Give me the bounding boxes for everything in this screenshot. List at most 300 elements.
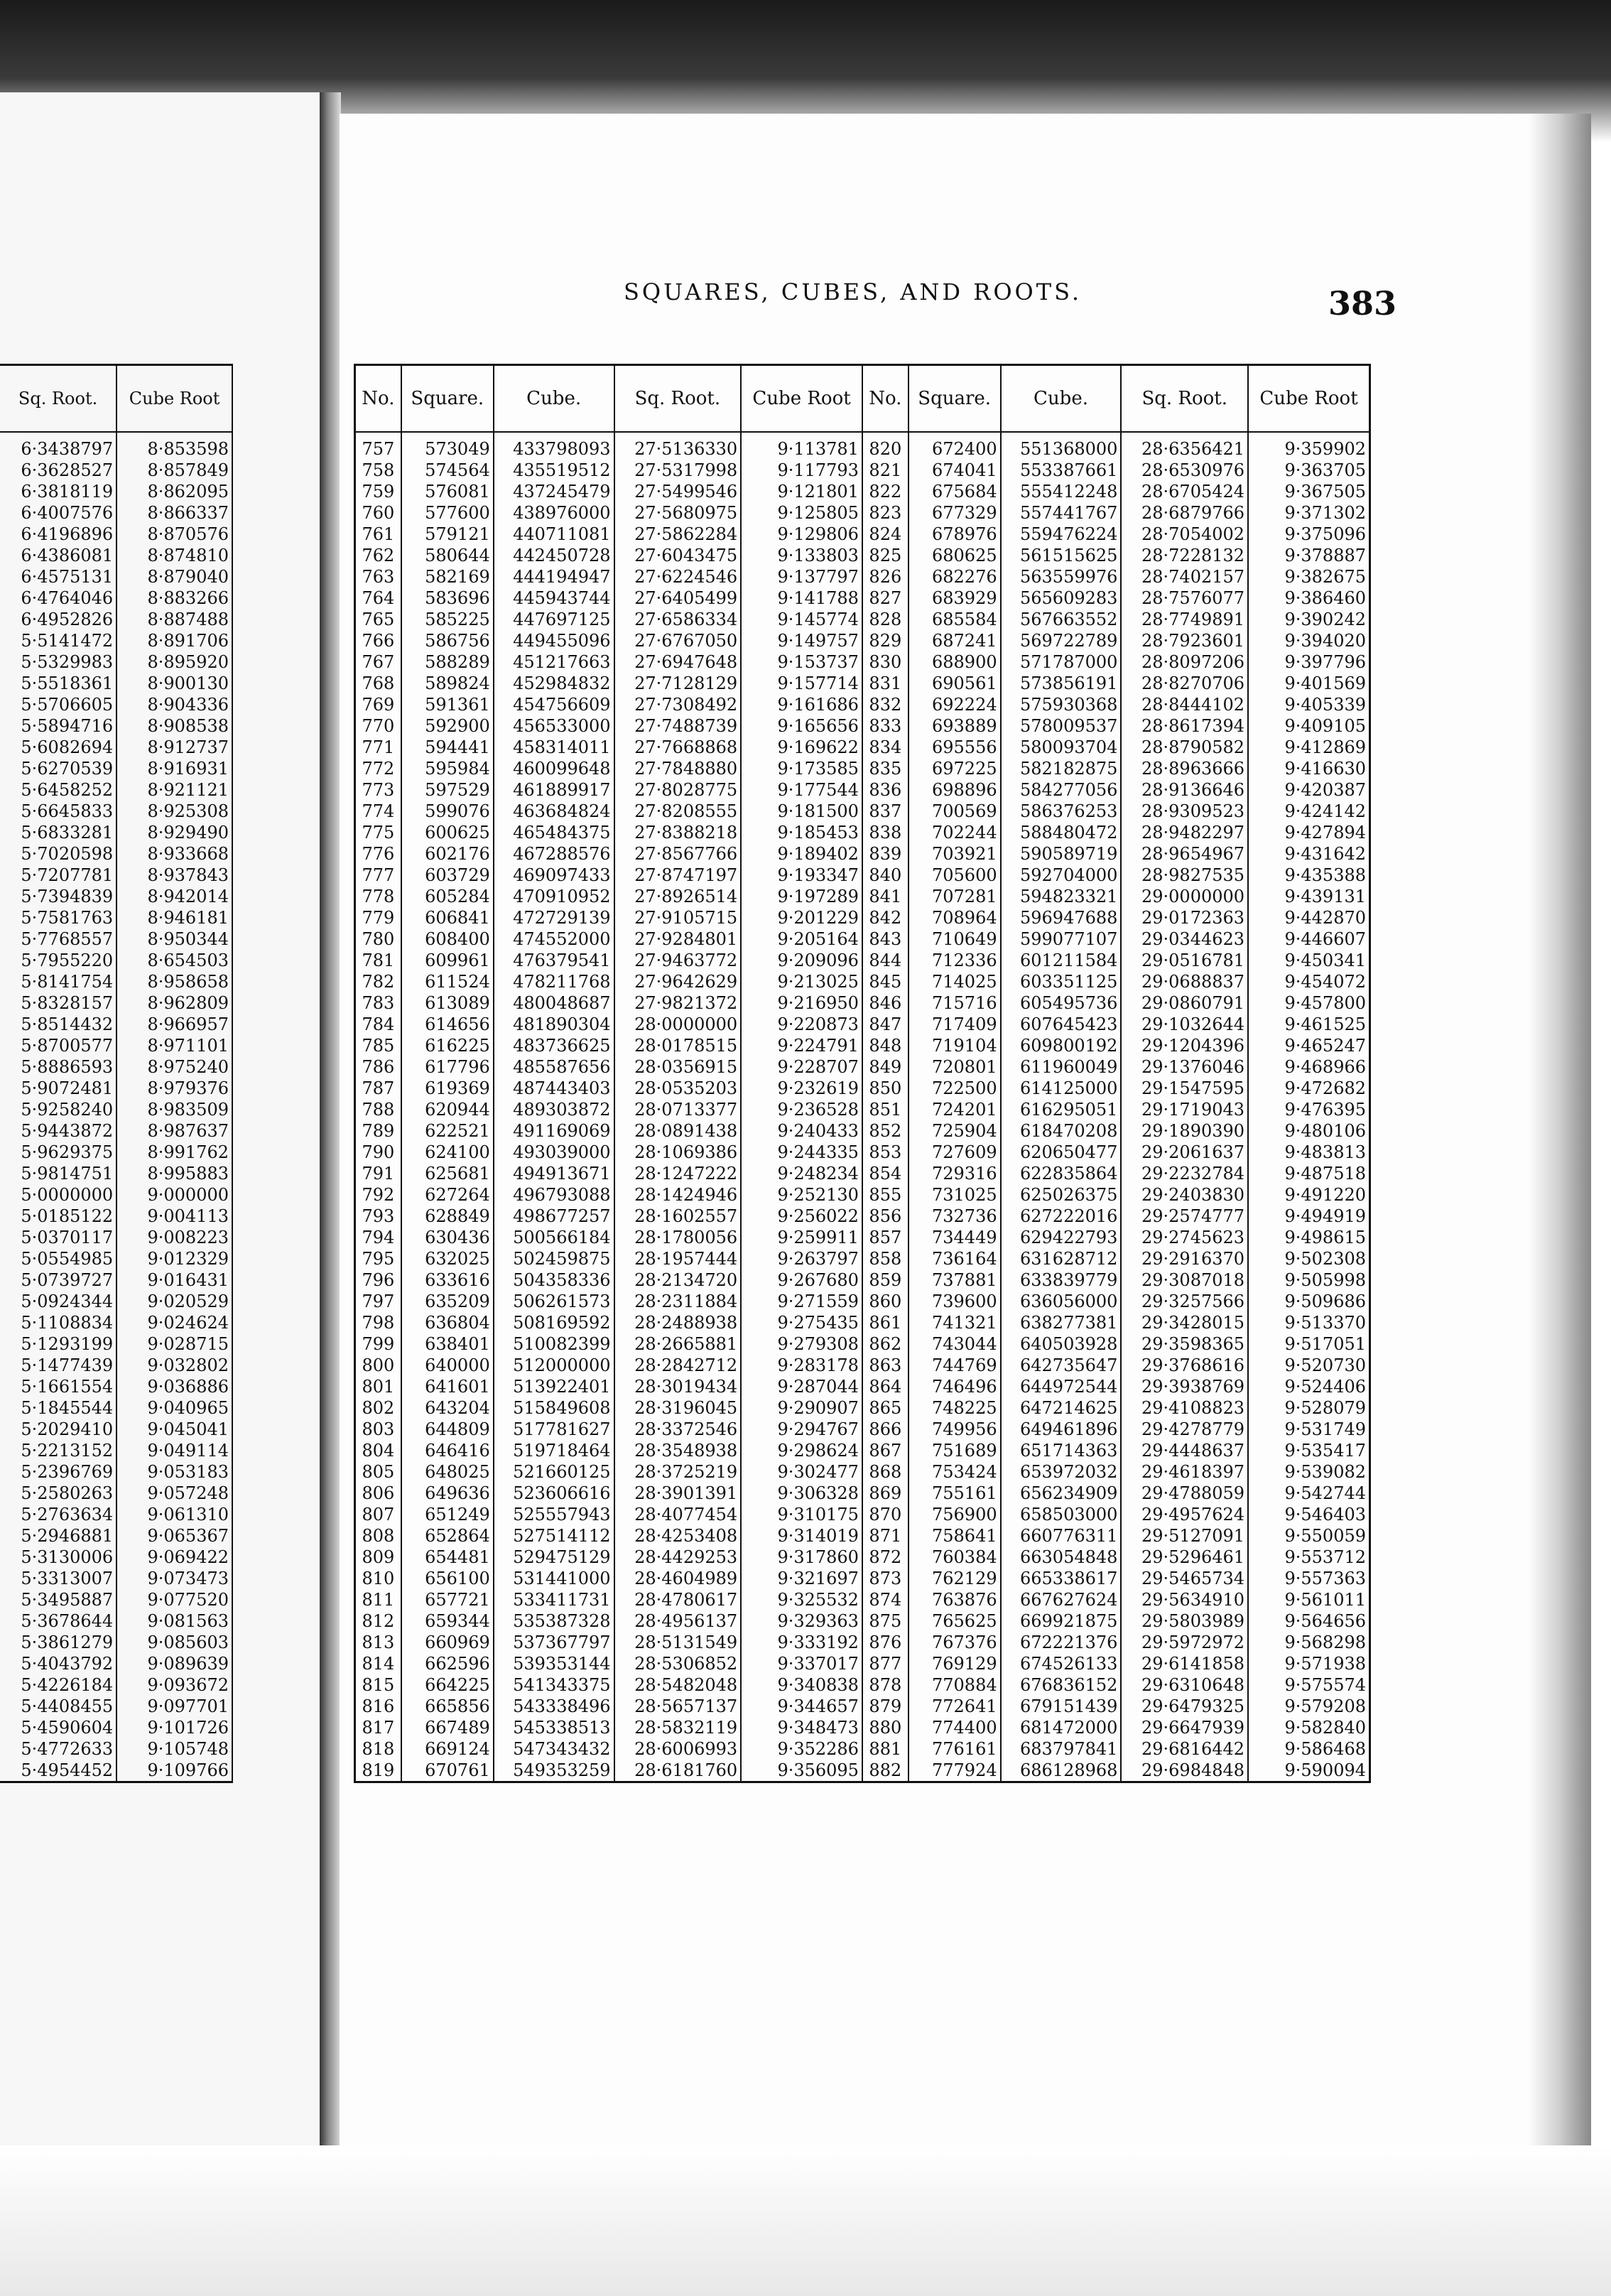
table-row xyxy=(355,1504,1370,1525)
table-cell: 28·6006993 xyxy=(614,1738,742,1760)
column-header: Cube Root xyxy=(741,365,862,433)
table-cell: 9·409105 xyxy=(1248,715,1369,737)
table-cell: 872 xyxy=(862,1547,908,1568)
table-cell: 791 xyxy=(355,1163,401,1184)
table-cell: 640503928 xyxy=(1001,1333,1122,1355)
table-cell: 805 xyxy=(355,1461,401,1483)
table-cell: 5·0924344 xyxy=(0,1291,116,1312)
table-row xyxy=(355,630,1370,651)
table-cell: 467288576 xyxy=(494,843,614,865)
table-cell: 29·1719043 xyxy=(1121,1099,1248,1120)
table-row xyxy=(0,1547,232,1568)
table-cell: 6·4575131 xyxy=(0,566,116,587)
table-cell: 622521 xyxy=(401,1120,494,1142)
table-cell: 487443403 xyxy=(494,1078,614,1099)
table-cell: 27·9821372 xyxy=(614,992,742,1014)
table-cell: 9·465247 xyxy=(1248,1035,1369,1056)
table-cell: 9·302477 xyxy=(741,1461,862,1483)
table-cell: 770884 xyxy=(908,1674,1001,1696)
table-row xyxy=(0,1632,232,1653)
table-cell: 854 xyxy=(862,1163,908,1184)
table-cell: 765625 xyxy=(908,1610,1001,1632)
table-row xyxy=(355,1440,1370,1461)
table-cell: 29·6310648 xyxy=(1121,1674,1248,1696)
table-cell: 29·1032644 xyxy=(1121,1014,1248,1035)
table-cell: 456533000 xyxy=(494,715,614,737)
table-row xyxy=(355,1206,1370,1227)
table-cell: 9·397796 xyxy=(1248,651,1369,673)
table-cell: 28·9136646 xyxy=(1121,779,1248,801)
table-cell: 506261573 xyxy=(494,1291,614,1312)
table-cell: 555412248 xyxy=(1001,481,1122,502)
table-row xyxy=(0,1419,232,1440)
table-cell: 629422793 xyxy=(1001,1227,1122,1248)
table-row xyxy=(0,1653,232,1674)
table-cell: 29·2916370 xyxy=(1121,1248,1248,1269)
table-cell: 29·5972972 xyxy=(1121,1632,1248,1653)
table-cell: 445943744 xyxy=(494,587,614,609)
table-cell: 28·8963666 xyxy=(1121,758,1248,779)
table-cell: 783 xyxy=(355,992,401,1014)
table-cell: 576081 xyxy=(401,481,494,502)
table-cell: 868 xyxy=(862,1461,908,1483)
table-cell: 9·375096 xyxy=(1248,524,1369,545)
table-row xyxy=(0,1568,232,1589)
table-cell: 27·5680975 xyxy=(614,502,742,524)
table-cell: 533411731 xyxy=(494,1589,614,1610)
table-cell: 609800192 xyxy=(1001,1035,1122,1056)
table-cell: 9·024624 xyxy=(116,1312,232,1333)
table-cell: 9·232619 xyxy=(741,1078,862,1099)
table-cell: 28·0000000 xyxy=(614,1014,742,1035)
table-cell: 760384 xyxy=(908,1547,1001,1568)
table-cell: 472729139 xyxy=(494,907,614,928)
table-cell: 481890304 xyxy=(494,1014,614,1035)
table-cell: 869 xyxy=(862,1483,908,1504)
table-cell: 755161 xyxy=(908,1483,1001,1504)
table-cell: 9·427894 xyxy=(1248,822,1369,843)
table-cell: 609961 xyxy=(401,950,494,971)
table-cell: 579121 xyxy=(401,524,494,545)
table-row xyxy=(0,865,232,886)
table-cell: 5·3313007 xyxy=(0,1568,116,1589)
table-cell: 862 xyxy=(862,1333,908,1355)
table-cell: 850 xyxy=(862,1078,908,1099)
table-cell: 27·9463772 xyxy=(614,950,742,971)
table-cell: 5·2396769 xyxy=(0,1461,116,1483)
table-cell: 763876 xyxy=(908,1589,1001,1610)
table-row xyxy=(0,1142,232,1163)
table-cell: 613089 xyxy=(401,992,494,1014)
table-row xyxy=(0,1397,232,1419)
table-cell: 28·1602557 xyxy=(614,1206,742,1227)
table-cell: 451217663 xyxy=(494,651,614,673)
table-cell: 774400 xyxy=(908,1717,1001,1738)
table-row xyxy=(355,694,1370,715)
table-cell: 9·561011 xyxy=(1248,1589,1369,1610)
table-cell: 792 xyxy=(355,1184,401,1206)
table-cell: 5·7020598 xyxy=(0,843,116,865)
table-cell: 9·157714 xyxy=(741,673,862,694)
table-cell: 454756609 xyxy=(494,694,614,715)
table-row xyxy=(355,715,1370,737)
table-cell: 28·9309523 xyxy=(1121,801,1248,822)
table-cell: 806 xyxy=(355,1483,401,1504)
table-cell: 664225 xyxy=(401,1674,494,1696)
table-cell: 28·0535203 xyxy=(614,1078,742,1099)
table-cell: 440711081 xyxy=(494,524,614,545)
table-cell: 5·2763634 xyxy=(0,1504,116,1525)
table-row xyxy=(355,545,1370,566)
table-cell: 642735647 xyxy=(1001,1355,1122,1376)
table-row xyxy=(0,843,232,865)
table-cell: 663054848 xyxy=(1001,1547,1122,1568)
table-cell: 9·571938 xyxy=(1248,1653,1369,1674)
table-cell: 460099648 xyxy=(494,758,614,779)
table-cell: 638401 xyxy=(401,1333,494,1355)
table-cell: 9·117793 xyxy=(741,460,862,481)
table-cell: 635209 xyxy=(401,1291,494,1312)
table-cell: 841 xyxy=(862,886,908,907)
table-cell: 28·7228132 xyxy=(1121,545,1248,566)
page-bottom xyxy=(0,2145,1611,2296)
table-cell: 9·480106 xyxy=(1248,1120,1369,1142)
table-row xyxy=(355,1632,1370,1653)
table-cell: 8·971101 xyxy=(116,1035,232,1056)
table-cell: 9·267680 xyxy=(741,1269,862,1291)
table-cell: 665856 xyxy=(401,1696,494,1717)
table-cell: 606841 xyxy=(401,907,494,928)
table-cell: 9·137797 xyxy=(741,566,862,587)
table-cell: 5·8886593 xyxy=(0,1056,116,1078)
table-row xyxy=(355,673,1370,694)
table-row xyxy=(355,1376,1370,1397)
table-cell: 29·3938769 xyxy=(1121,1376,1248,1397)
table-cell: 9·008223 xyxy=(116,1227,232,1248)
table-row xyxy=(0,822,232,843)
table-cell: 458314011 xyxy=(494,737,614,758)
table-cell: 812 xyxy=(355,1610,401,1632)
table-cell: 523606616 xyxy=(494,1483,614,1504)
table-cell: 27·8567766 xyxy=(614,843,742,865)
table-cell: 29·2061637 xyxy=(1121,1142,1248,1163)
table-cell: 8·870576 xyxy=(116,524,232,545)
table-cell: 9·491220 xyxy=(1248,1184,1369,1206)
table-cell: 494913671 xyxy=(494,1163,614,1184)
table-cell: 9·049114 xyxy=(116,1440,232,1461)
table-cell: 787 xyxy=(355,1078,401,1099)
table-cell: 9·513370 xyxy=(1248,1312,1369,1333)
table-cell: 8·983509 xyxy=(116,1099,232,1120)
table-cell: 9·165656 xyxy=(741,715,862,737)
table-cell: 9·000000 xyxy=(116,1184,232,1206)
table-cell: 761 xyxy=(355,524,401,545)
table-cell: 27·8747197 xyxy=(614,865,742,886)
table-cell: 789 xyxy=(355,1120,401,1142)
table-cell: 9·193347 xyxy=(741,865,862,886)
table-cell: 9·520730 xyxy=(1248,1355,1369,1376)
table-cell: 547343432 xyxy=(494,1738,614,1760)
table-row xyxy=(0,673,232,694)
table-cell: 6·3438797 xyxy=(0,438,116,460)
table-row xyxy=(0,1099,232,1120)
table-cell: 782 xyxy=(355,971,401,992)
table-cell: 27·8208555 xyxy=(614,801,742,822)
table-cell: 736164 xyxy=(908,1248,1001,1269)
table-cell: 9·528079 xyxy=(1248,1397,1369,1419)
table-cell: 744769 xyxy=(908,1355,1001,1376)
table-cell: 796 xyxy=(355,1269,401,1291)
table-cell: 676836152 xyxy=(1001,1674,1122,1696)
table-cell: 9·069422 xyxy=(116,1547,232,1568)
table-cell: 29·6647939 xyxy=(1121,1717,1248,1738)
table-cell: 725904 xyxy=(908,1120,1001,1142)
table-cell: 651249 xyxy=(401,1504,494,1525)
table-cell: 491169069 xyxy=(494,1120,614,1142)
table-cell: 9·263797 xyxy=(741,1248,862,1269)
table-cell: 6·4386081 xyxy=(0,545,116,566)
table-cell: 9·568298 xyxy=(1248,1632,1369,1653)
table-cell: 625681 xyxy=(401,1163,494,1184)
table-cell: 582182875 xyxy=(1001,758,1122,779)
table-cell: 28·2842712 xyxy=(614,1355,742,1376)
table-cell: 27·6586334 xyxy=(614,609,742,630)
table-row xyxy=(355,1120,1370,1142)
table-cell: 28·9654967 xyxy=(1121,843,1248,865)
table-cell: 871 xyxy=(862,1525,908,1547)
table-cell: 596947688 xyxy=(1001,907,1122,928)
table-row xyxy=(0,1227,232,1248)
table-cell: 594441 xyxy=(401,737,494,758)
table-row xyxy=(0,1291,232,1312)
table-cell: 27·6224546 xyxy=(614,566,742,587)
table-row xyxy=(355,1589,1370,1610)
table-row xyxy=(0,928,232,950)
table-cell: 9·461525 xyxy=(1248,1014,1369,1035)
table-row xyxy=(0,971,232,992)
table-cell: 803 xyxy=(355,1419,401,1440)
table-cell: 5·4954452 xyxy=(0,1760,116,1782)
table-cell: 29·3428015 xyxy=(1121,1312,1248,1333)
table-row xyxy=(0,1376,232,1397)
table-cell: 27·5499546 xyxy=(614,481,742,502)
table-cell: 9·476395 xyxy=(1248,1099,1369,1120)
table-cell: 9·401569 xyxy=(1248,673,1369,694)
table-cell: 9·085603 xyxy=(116,1632,232,1653)
table-cell: 5·9814751 xyxy=(0,1163,116,1184)
table-cell: 585225 xyxy=(401,609,494,630)
table-cell: 767 xyxy=(355,651,401,673)
table-row xyxy=(0,1333,232,1355)
table-cell: 625026375 xyxy=(1001,1184,1122,1206)
table-cell: 758 xyxy=(355,460,401,481)
table-cell: 8·991762 xyxy=(116,1142,232,1163)
table-row xyxy=(0,950,232,971)
table-cell: 9·363705 xyxy=(1248,460,1369,481)
table-cell: 9·252130 xyxy=(741,1184,862,1206)
table-cell: 5·6270539 xyxy=(0,758,116,779)
table-cell: 8·866337 xyxy=(116,502,232,524)
table-cell: 9·359902 xyxy=(1248,438,1369,460)
table-cell: 29·6816442 xyxy=(1121,1738,1248,1760)
table-row xyxy=(355,1014,1370,1035)
table-cell: 476379541 xyxy=(494,950,614,971)
table-cell: 672400 xyxy=(908,438,1001,460)
table-cell: 5·8328157 xyxy=(0,992,116,1014)
table-cell: 28·3725219 xyxy=(614,1461,742,1483)
table-row xyxy=(355,822,1370,843)
table-cell: 27·9642629 xyxy=(614,971,742,992)
table-cell: 628849 xyxy=(401,1206,494,1227)
table-cell: 776 xyxy=(355,843,401,865)
table-cell: 705600 xyxy=(908,865,1001,886)
table-cell: 683929 xyxy=(908,587,1001,609)
table-cell: 9·314019 xyxy=(741,1525,862,1547)
table-cell: 827 xyxy=(862,587,908,609)
table-cell: 858 xyxy=(862,1248,908,1269)
table-cell: 9·149757 xyxy=(741,630,862,651)
table-cell: 517781627 xyxy=(494,1419,614,1440)
table-row xyxy=(0,1610,232,1632)
table-cell: 588289 xyxy=(401,651,494,673)
table-cell: 734449 xyxy=(908,1227,1001,1248)
table-cell: 9·040965 xyxy=(116,1397,232,1419)
table-cell: 5·6645833 xyxy=(0,801,116,822)
table-cell: 485587656 xyxy=(494,1056,614,1078)
table-cell: 759 xyxy=(355,481,401,502)
table-cell: 620650477 xyxy=(1001,1142,1122,1163)
table-row xyxy=(0,1483,232,1504)
table-cell: 9·321697 xyxy=(741,1568,862,1589)
table-cell: 631628712 xyxy=(1001,1248,1122,1269)
table-cell: 8·654503 xyxy=(116,950,232,971)
table-cell: 9·271559 xyxy=(741,1291,862,1312)
column-header: Cube. xyxy=(1001,365,1122,433)
table-cell: 465484375 xyxy=(494,822,614,843)
table-cell: 794 xyxy=(355,1227,401,1248)
table-cell: 9·553712 xyxy=(1248,1547,1369,1568)
table-cell: 8·950344 xyxy=(116,928,232,950)
table-cell: 9·390242 xyxy=(1248,609,1369,630)
table-cell: 8·857849 xyxy=(116,460,232,481)
table-cell: 819 xyxy=(355,1760,401,1782)
table-cell: 638277381 xyxy=(1001,1312,1122,1333)
table-cell: 28·6356421 xyxy=(1121,438,1248,460)
table-cell: 27·8388218 xyxy=(614,822,742,843)
column-header: Sq. Root. xyxy=(614,365,742,433)
table-cell: 603351125 xyxy=(1001,971,1122,992)
table-cell: 717409 xyxy=(908,1014,1001,1035)
table-cell: 9·325532 xyxy=(741,1589,862,1610)
table-cell: 5·3678644 xyxy=(0,1610,116,1632)
table-cell: 9·454072 xyxy=(1248,971,1369,992)
table-cell: 29·3598365 xyxy=(1121,1333,1248,1355)
table-cell: 28·1957444 xyxy=(614,1248,742,1269)
table-cell: 825 xyxy=(862,545,908,566)
table-cell: 28·6530976 xyxy=(1121,460,1248,481)
table-cell: 5·5894716 xyxy=(0,715,116,737)
table-cell: 27·7308492 xyxy=(614,694,742,715)
table-cell: 9·161686 xyxy=(741,694,862,715)
table-cell: 764 xyxy=(355,587,401,609)
table-cell: 843 xyxy=(862,928,908,950)
table-cell: 28·4956137 xyxy=(614,1610,742,1632)
table-cell: 876 xyxy=(862,1632,908,1653)
table-cell: 9·073473 xyxy=(116,1568,232,1589)
table-cell: 525557943 xyxy=(494,1504,614,1525)
table-cell: 595984 xyxy=(401,758,494,779)
table-row xyxy=(0,1269,232,1291)
table-cell: 580093704 xyxy=(1001,737,1122,758)
column-header: Cube. xyxy=(494,365,614,433)
table-cell: 8·879040 xyxy=(116,566,232,587)
table-cell: 703921 xyxy=(908,843,1001,865)
table-cell: 882 xyxy=(862,1760,908,1782)
table-cell: 682276 xyxy=(908,566,1001,587)
table-cell: 29·2403830 xyxy=(1121,1184,1248,1206)
table-row xyxy=(0,1184,232,1206)
table-cell: 715716 xyxy=(908,992,1001,1014)
table-row xyxy=(0,502,232,524)
table-cell: 9·310175 xyxy=(741,1504,862,1525)
table-row xyxy=(0,907,232,928)
table-cell: 653972032 xyxy=(1001,1461,1122,1483)
table-cell: 5·2580263 xyxy=(0,1483,116,1504)
table-cell: 569722789 xyxy=(1001,630,1122,651)
roots-table xyxy=(354,364,1371,1783)
table-cell: 9·236528 xyxy=(741,1099,862,1120)
table-cell: 9·294767 xyxy=(741,1419,862,1440)
table-cell: 697225 xyxy=(908,758,1001,779)
table-cell: 29·0000000 xyxy=(1121,886,1248,907)
table-cell: 646416 xyxy=(401,1440,494,1461)
table-row xyxy=(355,971,1370,992)
table-cell: 9·197289 xyxy=(741,886,862,907)
table-cell: 769129 xyxy=(908,1653,1001,1674)
table-cell: 9·248234 xyxy=(741,1163,862,1184)
table-cell: 28·5482048 xyxy=(614,1674,742,1696)
table-cell: 9·431642 xyxy=(1248,843,1369,865)
table-cell: 677329 xyxy=(908,502,1001,524)
table-cell: 643204 xyxy=(401,1397,494,1419)
table-row xyxy=(355,1184,1370,1206)
table-cell: 861 xyxy=(862,1312,908,1333)
table-cell: 870 xyxy=(862,1504,908,1525)
table-cell: 600625 xyxy=(401,822,494,843)
table-cell: 28·7923601 xyxy=(1121,630,1248,651)
table-cell: 574564 xyxy=(401,460,494,481)
table-cell: 660969 xyxy=(401,1632,494,1653)
table-row xyxy=(0,587,232,609)
table-cell: 508169592 xyxy=(494,1312,614,1333)
table-cell: 5·1293199 xyxy=(0,1333,116,1355)
table-cell: 680625 xyxy=(908,545,1001,566)
table-cell: 853 xyxy=(862,1142,908,1163)
table-cell: 435519512 xyxy=(494,460,614,481)
table-cell: 9·557363 xyxy=(1248,1568,1369,1589)
table-cell: 28·4429253 xyxy=(614,1547,742,1568)
table-cell: 9·077520 xyxy=(116,1589,232,1610)
table-cell: 9·279308 xyxy=(741,1333,862,1355)
table-cell: 781 xyxy=(355,950,401,971)
table-cell: 603729 xyxy=(401,865,494,886)
table-cell: 592900 xyxy=(401,715,494,737)
table-cell: 28·0178515 xyxy=(614,1035,742,1056)
table-cell: 785 xyxy=(355,1035,401,1056)
table-row xyxy=(0,1504,232,1525)
table-cell: 5·7768557 xyxy=(0,928,116,950)
table-cell: 771 xyxy=(355,737,401,758)
